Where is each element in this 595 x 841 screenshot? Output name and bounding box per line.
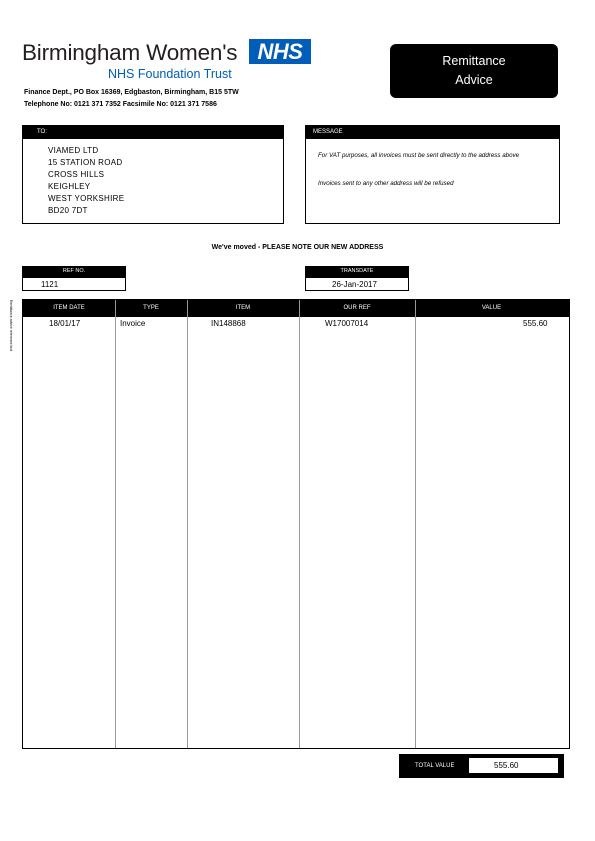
recipient-label: TO: (23, 126, 283, 139)
address-line: VIAMED LTD (48, 146, 99, 155)
column-divider (415, 300, 416, 748)
postal-address: Finance Dept., PO Box 16369, Edgbaston, Birmingham, B15 5TW (24, 89, 239, 96)
address-line: WEST YORKSHIRE (48, 194, 125, 203)
column-divider (299, 300, 300, 748)
remittance-table (22, 299, 570, 749)
total-value-box (399, 754, 564, 778)
address-line: BD20 7DT (48, 206, 88, 215)
organisation-name: Birmingham Women's (22, 40, 238, 65)
table-header (23, 300, 569, 317)
column-divider (115, 300, 116, 748)
cell-our-ref: W17007014 (325, 319, 369, 328)
document-title-badge (390, 44, 558, 98)
cell-item-date: 18/01/17 (49, 319, 81, 328)
cell-type: Invoice (120, 319, 146, 328)
address-line: CROSS HILLS (48, 170, 105, 179)
transdate-value: 26-Jan-2017 (305, 277, 409, 291)
recipient-address (48, 145, 124, 217)
column-divider (187, 300, 188, 748)
address-change-notice: We've moved - PLEASE NOTE OUR NEW ADDRESS (211, 244, 384, 251)
header-item-date: ITEM DATE (53, 305, 85, 311)
organisation-subtitle: NHS Foundation Trust (108, 67, 232, 81)
header-type: TYPE (143, 305, 159, 311)
recipient-box (22, 125, 284, 224)
header-our-ref: OUR REF (343, 305, 371, 311)
cell-item: IN148868 (211, 319, 246, 328)
message-box (305, 125, 560, 224)
document-title-line1: Remittance (442, 54, 506, 68)
address-line: 15 STATION ROAD (48, 158, 123, 167)
ref-no-label: REF NO. (22, 266, 126, 277)
contact-numbers: Telephone No: 0121 371 7352 Facsimile No: 0121 371 7586 (24, 101, 217, 108)
transdate-label: TRANSDATE (305, 266, 409, 277)
address-line: KEIGHLEY (48, 182, 91, 191)
document-title-line2: Advice (455, 73, 493, 87)
ref-no-value: 1121 (22, 277, 126, 291)
header-item: ITEM (235, 305, 251, 311)
side-reference-text: Remittance advice reference text (9, 300, 13, 352)
header-value: VALUE (481, 305, 502, 311)
total-value-label: TOTAL VALUE (415, 763, 455, 769)
nhs-logo: NHS (249, 39, 311, 64)
cell-value: 555.60 (523, 319, 548, 328)
message-label: MESSAGE (306, 126, 559, 139)
total-value-amount: 555.60 (468, 757, 559, 774)
refuse-note: Invoices sent to any other address will be refused (318, 180, 454, 187)
vat-note: For VAT purposes, all invoices must be sent directly to the address above (318, 152, 520, 159)
